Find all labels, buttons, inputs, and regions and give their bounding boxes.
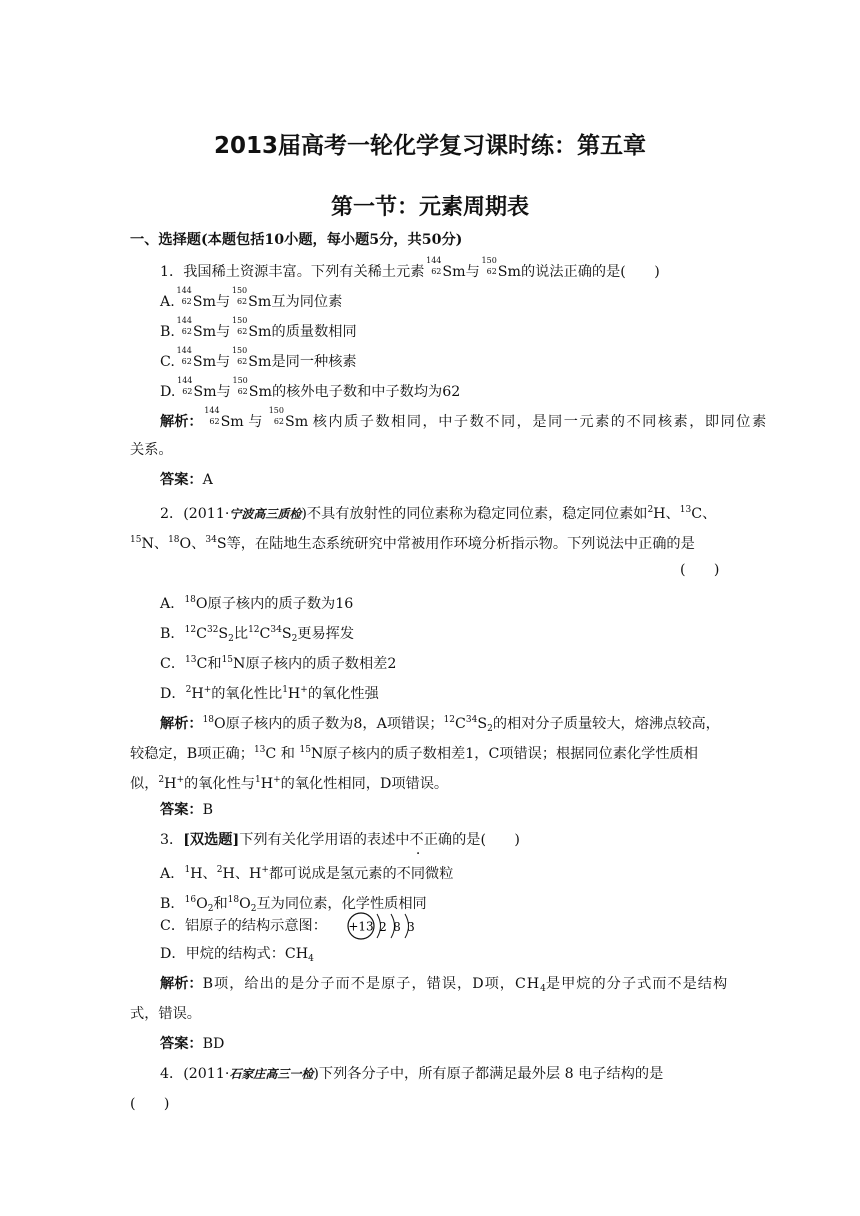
question-2-analysis-cont-1: 较稳定，B项正确；$^{13}$C 和 $^{15}$N原子核内的质子数相差1，C项错误；根据同位素化学性质相 [130, 745, 698, 762]
question-2-option-a: A．$^{18}$O原子核内的质子数为16 [160, 595, 354, 612]
question-2-stem: 2．(2011·宁波高三质检)不具有放射性的同位素称为稳定同位素，稳定同位素如$^2$H、$^{13}$C、 [160, 505, 717, 522]
question-1-analysis-cont: 关系。 [130, 442, 173, 458]
question-3-analysis: 解析：B项，给出的是分子而不是原子，错误，D项，$CH_4$是甲烷的分子式而不是结构 [160, 976, 729, 994]
question-2-stem-cont: $^{15}$N、$^{18}$O、$^{34}$S等，在陆地生态系统研究中常被用作环境分析指示物。下列说法中正确的是 [130, 535, 695, 552]
question-3-answer: 答案：BD [160, 1036, 225, 1052]
question-3-option-d: D．甲烷的结构式：$CH_4$ [160, 946, 314, 964]
question-3-analysis-cont: 式，错误。 [130, 1006, 201, 1022]
question-4-paren: ( ) [130, 1096, 170, 1112]
question-1-stem: 1．我国稀土资源丰富。下列有关稀土元素 144 62 Sm与 150 62 Sm的说法正确的是( ) [160, 256, 660, 280]
page-title: 2013届高考一轮化学复习课时练：第五章 [213, 133, 646, 159]
question-2-analysis-cont-2: 似，$^2$H+的氧化性与$^1$H+的氧化性相同，D项错误。 [130, 775, 449, 792]
question-3-option-c: C．铝原子的结构示意图： [160, 918, 327, 934]
question-4-stem: 4．(2011·石家庄高三一检)下列各分子中，所有原子都满足最外层 8 电子结构的是 [160, 1066, 664, 1082]
question-2-answer: 答案：B [160, 802, 214, 818]
aluminum-atom-diagram [346, 910, 426, 942]
section-heading: 一、选择题(本题包括10小题，每小题5分，共50分) [130, 232, 463, 248]
question-2-option-c: C．$^{13}$C和$^{15}$N原子核内的质子数相差2 [160, 655, 397, 672]
atom-nucleus-label: +13 [348, 919, 374, 934]
question-1-analysis: 解析： 144 62 Sm 与 150 62 Sm 核内质子数相同，中子数不同，是同一元素的不同核素，即同位素 [160, 406, 768, 430]
question-3-option-b: B．$^{16}O_2$和$^{18}O_2$互为同位素，化学性质相同 [160, 895, 427, 914]
question-3-stem: 3．[双选题]下列有关化学用语的表述中不正确的是( ) [160, 832, 520, 848]
question-1-option-b: B. 144 62 Sm与 150 62 Sm的质量数相同 [160, 316, 357, 340]
question-2-paren: ( ) [680, 562, 720, 578]
question-2-option-d: D．$^2$H+的氧化性比$^1$H+的氧化性强 [160, 685, 379, 702]
question-1-option-c: C. 144 62 Sm与 150 62 Sm是同一种核素 [160, 346, 357, 370]
nuclide-sm150: 150 62 [481, 256, 497, 276]
question-1-option-d: D. 144 62 Sm与 150 62 Sm的核外电子数和中子数均为62 [160, 376, 461, 400]
question-2-option-b: B．$^{12}C^{32}S_2$比$^{12}C^{34}S_2$更易挥发 [160, 625, 355, 644]
question-2-analysis: 解析：$^{18}$O原子核内的质子数为8，A项错误；$^{12}C^{34}S_2$的相对分子质量较大，熔沸点较高， [160, 715, 720, 734]
nuclide-sm144: 144 62 [426, 256, 442, 276]
question-1-answer: 答案：A [160, 472, 213, 488]
page-subtitle: 第一节：元素周期表 [330, 195, 529, 220]
atom-shell-3: 3 [407, 920, 415, 934]
question-3-option-a: A．$^1$H、$^2$H、H+都可说成是氢元素的不同微粒 [160, 865, 454, 882]
atom-shell-2: 8 [393, 920, 401, 934]
atom-shell-1: 2 [379, 920, 387, 934]
question-1-option-a: A. 144 62 Sm与 150 62 Sm互为同位素 [160, 286, 343, 310]
